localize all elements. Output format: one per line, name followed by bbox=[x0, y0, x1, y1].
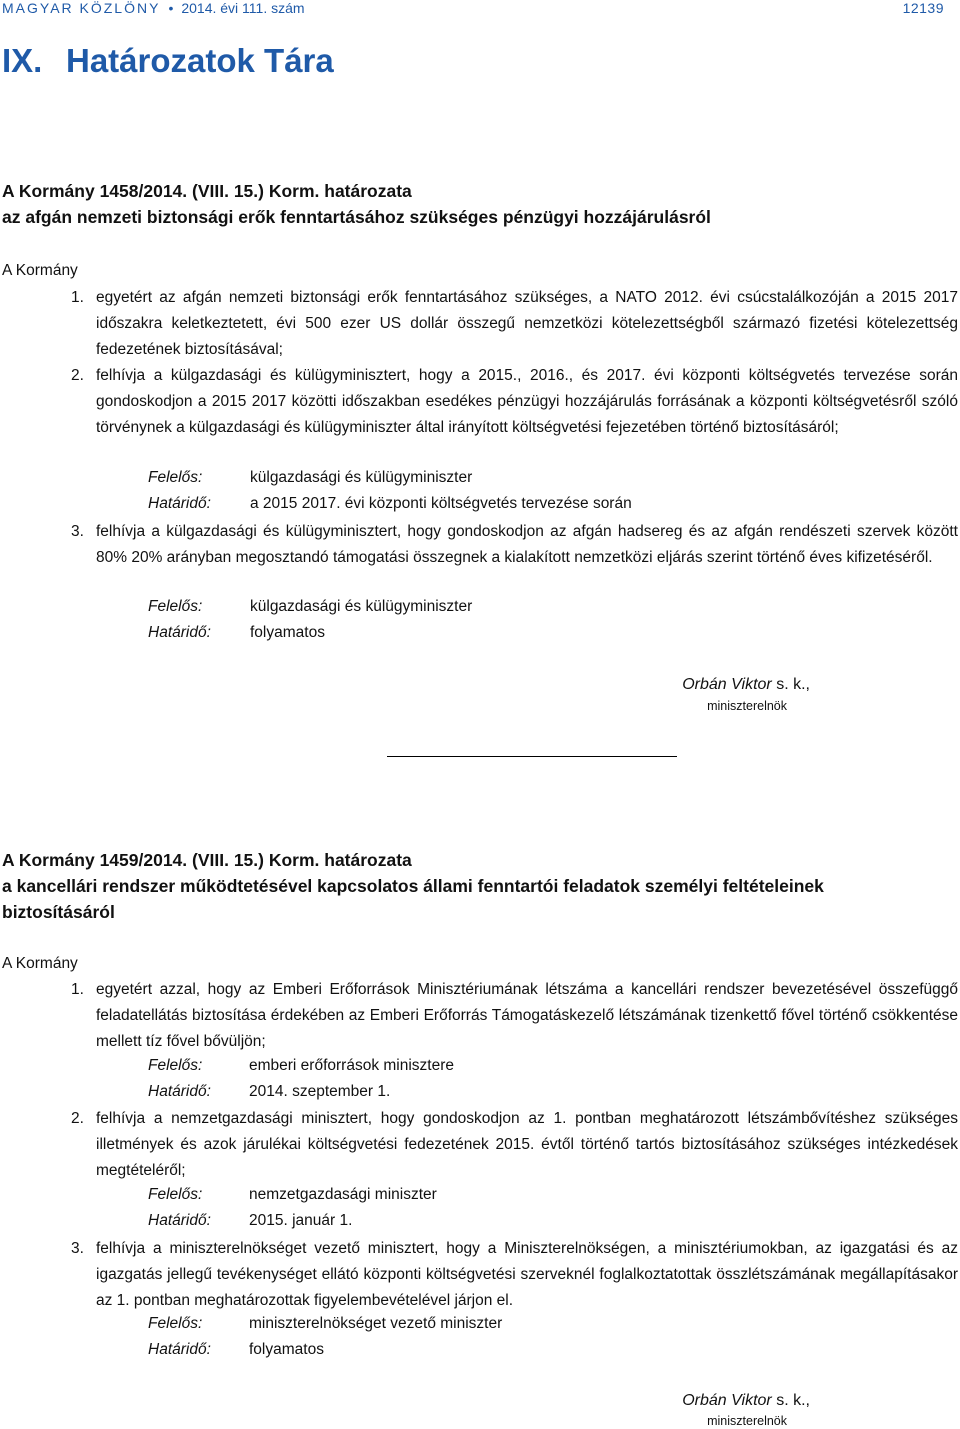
deadline-label: Határidő: bbox=[148, 1212, 211, 1229]
resolution-1-title-line2: az afgán nemzeti biztonsági erők fenntartásához szükséges pénzügyi hozzájárulásról bbox=[2, 207, 711, 227]
signature-suffix: s. k., bbox=[771, 1392, 810, 1409]
responsible-value: emberi erőforrások minisztere bbox=[249, 1057, 455, 1074]
part-number: IX. bbox=[2, 42, 43, 79]
resolution-2-signatory-role: miniszterelnök bbox=[707, 1414, 787, 1428]
deadline-label: Határidő: bbox=[148, 624, 211, 641]
resolution-2-item-3 bbox=[71, 1236, 958, 1314]
part-title bbox=[2, 42, 334, 80]
deadline-label: Határidő: bbox=[148, 1341, 211, 1358]
resolution-2-item-1 bbox=[71, 977, 958, 1055]
header-bullet: • bbox=[168, 0, 174, 16]
item-text: egyetért az afgán nemzeti biztonsági erők fenntartásához szükséges, a NATO 2012. évi csúcstalálkozóján a 2015 2017 időszakra keletkeztetett, évi 500 ezer US dollár összegű nemzetközi kötelezettségből származó fizetési kötelezettség fedezetének biztosításával; bbox=[96, 289, 958, 358]
resolution-2-signature bbox=[0, 1392, 810, 1410]
responsible-value: miniszterelnökséget vezető miniszter bbox=[249, 1315, 503, 1332]
part-name: Határozatok Tára bbox=[66, 42, 334, 79]
signatory-name: Orbán Viktor bbox=[682, 676, 772, 693]
resolution-2-title-line2: a kancellári rendszer működtetésével kapcsolatos állami fenntartói feladatok személyi feltételeinek bbox=[2, 876, 824, 896]
item-number: 2. bbox=[71, 1110, 84, 1127]
deadline-value: 2015. január 1. bbox=[249, 1212, 353, 1229]
responsible-label: Felelős: bbox=[148, 1315, 203, 1332]
resolution-1-title bbox=[2, 178, 711, 230]
item-text: felhívja a külgazdasági és külügyminisztert, hogy gondoskodjon az afgán hadsereg és az afgán rendészeti szervek között 80% 20% arányban megosztandó támogatási összegnek a kialakított nemzetközi eljárás szerint történő éves kifizetéséről. bbox=[96, 523, 958, 566]
resolution-1-title-line1: A Kormány 1458/2014. (VIII. 15.) Korm. határozata bbox=[2, 181, 412, 201]
item-text: felhívja a miniszterelnökséget vezető minisztert, hogy a Miniszterelnökségen, a minisztériumokban, az igazgatási és az igazgatás jellegű tevékenységet ellátó központi költségvetési szerveknél foglalkoztatottak összlétszámának megállapításakor az 1. pontban meghatározottak figyelembevételével járjon el. bbox=[96, 1240, 958, 1309]
resolution-1-intro: A Kormány bbox=[2, 262, 78, 279]
responsible-label: Felelős: bbox=[148, 1057, 203, 1074]
resolution-2-title-line3: biztosításáról bbox=[2, 902, 115, 922]
item-number: 3. bbox=[71, 523, 84, 540]
resolution-1-item-3 bbox=[71, 519, 958, 571]
resolution-2-intro: A Kormány bbox=[2, 955, 78, 972]
item-text: egyetért azzal, hogy az Emberi Erőforrások Minisztériumának létszáma a kancellári rendszer bevezetésével összefüggő feladatellátás biztosítása érdekében az Emberi Erőforrás Támogatáskezelő létszámának tizenkettő fővel történő csökkentése mellett tíz fővel bővüljön; bbox=[96, 981, 958, 1050]
item-text: felhívja a külgazdasági és külügyminisztert, hogy a 2015., 2016., és 2017. évi központi költségvetés tervezése során gondoskodjon a 2015 2017 közötti időszakban esedékes pénzügyi hozzájárulás forrásának a központi költségvetésről szóló törvénynek a külgazdasági és külügyminiszter által irányított költségvetési fejezetében történő biztosításáról; bbox=[96, 367, 958, 436]
responsible-value: külgazdasági és külügyminiszter bbox=[250, 469, 473, 486]
resolution-1-item-2 bbox=[71, 363, 958, 441]
item-text: felhívja a nemzetgazdasági minisztert, hogy gondoskodjon az 1. pontban meghatározott létszámbővítéshez szükséges illetmények és azok járulékai költségvetési fedezetének 2015. évtől történő tartós biztosításához szükséges intézkedések megtételéről; bbox=[96, 1110, 958, 1179]
section-divider bbox=[387, 756, 677, 757]
responsible-label: Felelős: bbox=[148, 469, 203, 486]
resolution-1-signatory-role: miniszterelnök bbox=[707, 699, 787, 713]
item-number: 2. bbox=[71, 367, 84, 384]
item-number: 1. bbox=[71, 289, 84, 306]
deadline-value: folyamatos bbox=[250, 624, 325, 641]
deadline-label: Határidő: bbox=[148, 495, 211, 512]
issue-number: 2014. évi 111. szám bbox=[181, 0, 305, 16]
responsible-label: Felelős: bbox=[148, 1186, 203, 1203]
deadline-value: 2014. szeptember 1. bbox=[249, 1083, 391, 1100]
deadline-value: folyamatos bbox=[249, 1341, 324, 1358]
item-number: 3. bbox=[71, 1240, 84, 1257]
signatory-name: Orbán Viktor bbox=[682, 1392, 772, 1409]
responsible-label: Felelős: bbox=[148, 598, 203, 615]
signature-suffix: s. k., bbox=[771, 676, 810, 693]
responsible-value: külgazdasági és külügyminiszter bbox=[250, 598, 473, 615]
responsible-value: nemzetgazdasági miniszter bbox=[249, 1186, 437, 1203]
resolution-2-item-2 bbox=[71, 1106, 958, 1184]
item-number: 1. bbox=[71, 981, 84, 998]
resolution-1-item-1 bbox=[71, 285, 958, 363]
deadline-value: a 2015 2017. évi központi költségvetés tervezése során bbox=[250, 495, 632, 512]
page-header bbox=[0, 0, 960, 20]
resolution-1-signature bbox=[0, 676, 810, 694]
journal-info bbox=[2, 0, 305, 16]
resolution-2-title bbox=[2, 847, 824, 925]
page-number: 12139 bbox=[902, 0, 944, 16]
deadline-label: Határidő: bbox=[148, 1083, 211, 1100]
journal-name: MAGYAR KÖZLÖNY bbox=[2, 0, 161, 16]
resolution-2-title-line1: A Kormány 1459/2014. (VIII. 15.) Korm. határozata bbox=[2, 850, 412, 870]
